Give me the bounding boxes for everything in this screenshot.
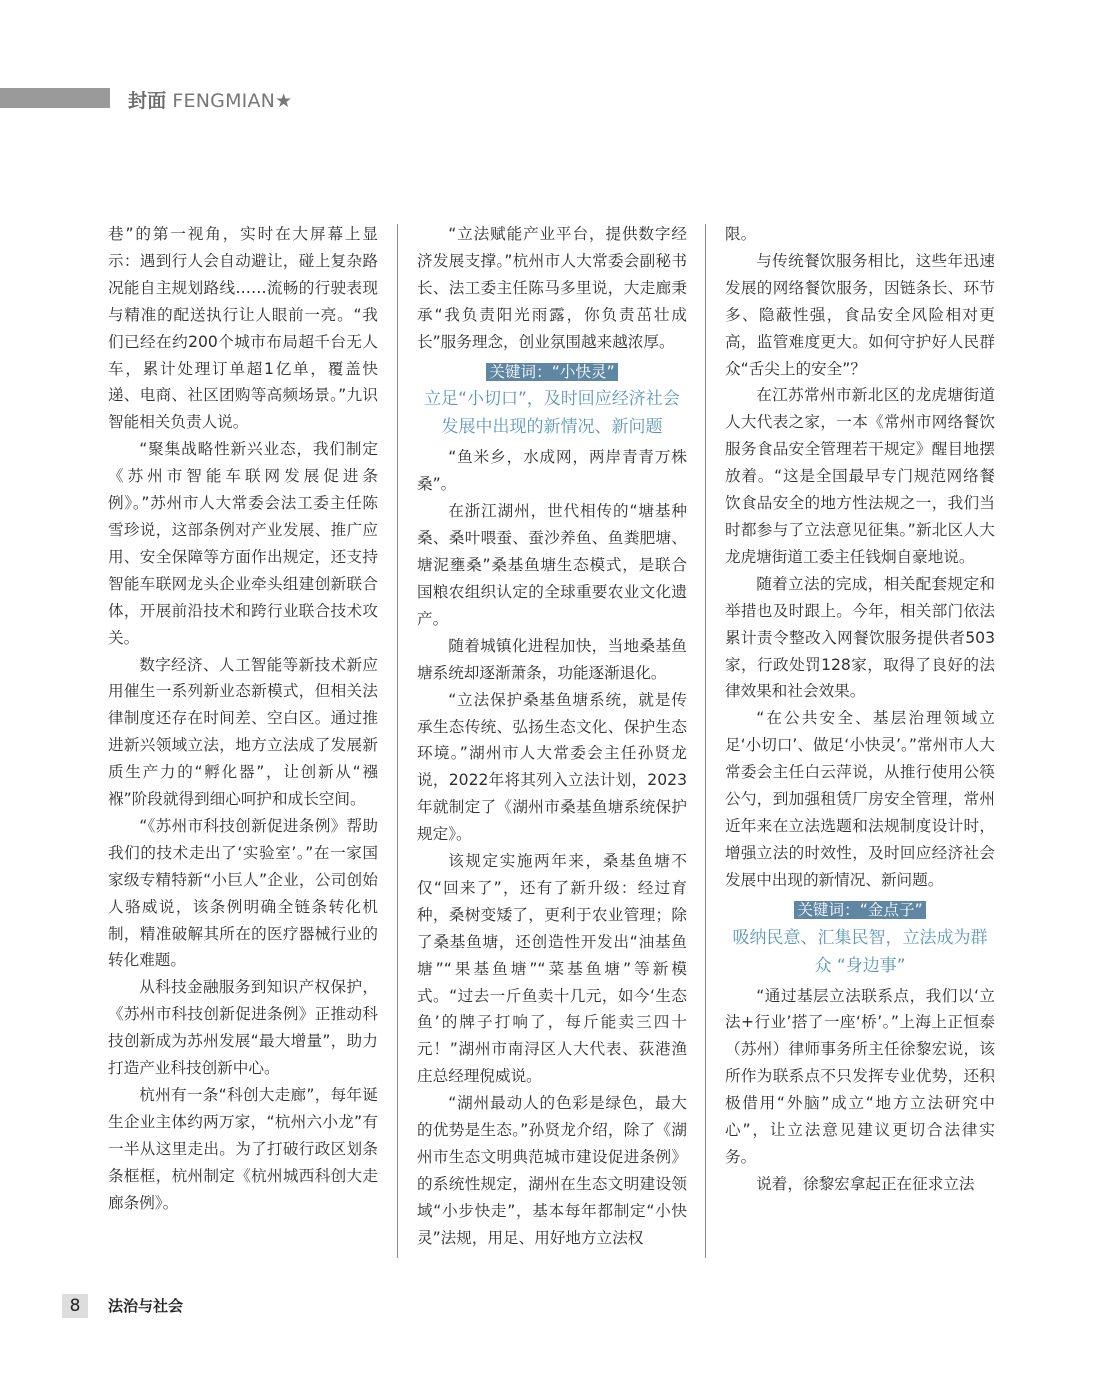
paragraph: “在公共安全、基层治理领域立足‘小切口’、做足‘小快灵’。”常州市人大常委会主任白云萍说，从推行使用公筷公勺，到加强租赁厂房安全管理，常州近年来在立法选题和法规制度设计时，增强立法的时效性，及时回应经济社会发展中出现的新情况、新问题。 (725, 709, 995, 889)
paragraph: 随着立法的完成，相关配套规定和举措也及时跟上。今年，相关部门依法累计责令整改入网餐饮服务提供者503家，行政处罚128家，取得了良好的法律效果和社会效果。 (725, 574, 995, 701)
paragraph: “鱼米乡，水成网，两岸青青万株桑”。 (417, 448, 687, 494)
paragraph: “立法保护桑基鱼塘系统，就是传承生态传统、弘扬生态文化、保护生态环境。”湖州市人大常委会主任孙贤龙说，2022年将其列入立法计划，2023年就制定了《湖州市桑基鱼塘系统保护规定》。 (417, 690, 687, 844)
paragraph: 与传统餐饮服务相比，这些年迅速发展的网络餐饮服务，因链条长、环节多、隐蔽性强，食品安全风险相对更高，监管难度更大。如何守护好人民群众“舌尖上的安全”？ (725, 251, 995, 378)
paragraph: 说着，徐黎宏拿起正在征求立法 (756, 1174, 975, 1193)
column-divider (397, 224, 398, 1258)
paragraph: 杭州有一条“科创大走廊”，每年诞生企业主体约两万家，“杭州六小龙”有一半从这里走出。为了打破行政区划条条框框，杭州制定《杭州城西科创大走廊条例》。 (108, 1086, 378, 1212)
section-cn: 封面 (128, 90, 167, 112)
column-1 (108, 221, 378, 1217)
paragraph: 该规定实施两年来，桑基鱼塘不仅“回来了”，还有了新升级：经过育种，桑树变矮了，更利于农业管理；除了桑基鱼塘，还创造性开发出“油基鱼塘”“果基鱼塘”“菜基鱼塘”等新模式。“过去一斤鱼卖十几元，如今‘生态鱼’的牌子打响了，每斤能卖三四十元！”湖州市南浔区人大代表、荻港渔庄总经理倪威说。 (417, 852, 687, 1086)
section-heading: 立足“小切口”，及时回应经济社会 发展中出现的新情况、新问题 (424, 389, 680, 438)
paragraph: 随着城镇化进程加快，当地桑基鱼塘系统却逐渐萧条，功能逐渐退化。 (417, 636, 687, 682)
paragraph: 在浙江湖州，世代相传的“塘基种桑、桑叶喂蚕、蚕沙养鱼、鱼粪肥塘、塘泥壅桑”桑基鱼塘生态模式，是联合国粮农组织认定的全球重要农业文化遗产。 (417, 502, 687, 628)
section-header (128, 86, 292, 113)
section-en: FENGMIAN (172, 90, 276, 112)
paragraph: “湖州最动人的色彩是绿色，最大的优势是生态。”孙贤龙介绍，除了《湖州市生态文明典范城市建设促进条例》的系统性规定，湖州在生态文明建设领域“小步快走”，基本每年都制定“小快灵”法规，用足、用好地方立法权 (417, 1094, 687, 1247)
keyword-label: 关键词：“金点子” (794, 901, 925, 919)
paragraph: “立法赋能产业平台，提供数字经济发展支撑。”杭州市人大常委会副秘书长、法工委主任陈马多里说，大走廊秉承“我负责阳光雨露，你负责茁壮成长”服务理念，创业氛围越来越浓厚。 (417, 225, 687, 351)
paragraph: 从科技金融服务到知识产权保护，《苏州市科技创新促进条例》正推动科技创新成为苏州发展“最大增量”，助力打造产业科技创新中心。 (108, 978, 378, 1078)
keyword-box (417, 359, 687, 386)
paragraph: 巷”的第一视角，实时在大屏幕上显示：遇到行人会自动避让，碰上复杂路况能自主规划路线……流畅的行驶表现与精准的配送执行让人眼前一亮。“我们已经在约200个城市布局超千台无人车，累计处理订单超1亿单，覆盖快递、电商、社区团购等高频场景。”九识智能相关负责人说。 (108, 225, 378, 432)
magazine-name: 法治与社会 (108, 1297, 184, 1315)
keyword-label: 关键词：“小快灵” (486, 363, 617, 381)
star-icon: ★ (275, 90, 293, 112)
page-number: 8 (62, 1294, 88, 1318)
paragraph: 在江苏常州市新北区的龙虎塘街道人大代表之家，一本《常州市网络餐饮服务食品安全管理若干规定》醒目地摆放着。“这是全国最早专门规范网络餐饮食品安全的地方性法规之一，我们当时都参与了立法意见征集。”新北区人大龙虎塘街道工委主任钱炯自豪地说。 (725, 386, 995, 566)
column-2 (417, 221, 687, 1252)
paragraph: 限。 (725, 225, 757, 243)
keyword-box (725, 897, 995, 924)
column-divider (705, 224, 706, 1258)
section-heading: 吸纳民意、汇集民智，立法成为群众 “身边事” (732, 927, 988, 976)
paragraph: “《苏州市科技创新促进条例》帮助我们的技术走出了‘实验室’。”在一家国家级专精特新“小巨人”企业，公司创始人骆威说，该条例明确全链条转化机制，精准破解其所在的医疗器械行业的转化难题。 (108, 816, 378, 970)
column-3 (725, 221, 995, 1198)
paragraph: 数字经济、人工智能等新技术新应用催生一系列新业态新模式，但相关法律制度还存在时间差、空白区。通过推进新兴领域立法，地方立法成了发展新质生产力的“孵化器”，让创新从“襁褓”阶段就得到细心呵护和成长空间。 (108, 655, 378, 809)
paragraph: “通过基层立法联系点，我们以‘立法+行业’搭了一座‘桥’。”上海上正恒泰（苏州）律师事务所主任徐黎宏说，该所作为联系点不只发挥专业优势，还积极借用“外脑”成立“地方立法研究中心”，让立法意见建议更切合法律实务。 (725, 986, 995, 1166)
header-bar (0, 88, 110, 108)
paragraph: “聚集战略性新兴业态，我们制定《苏州市智能车联网发展促进条例》。”苏州市人大常委会法工委主任陈雪珍说，这部条例对产业发展、推广应用、安全保障等方面作出规定，还支持智能车联网龙头企业牵头组建创新联合体，开展前沿技术和跨行业联合技术攻关。 (108, 440, 378, 647)
